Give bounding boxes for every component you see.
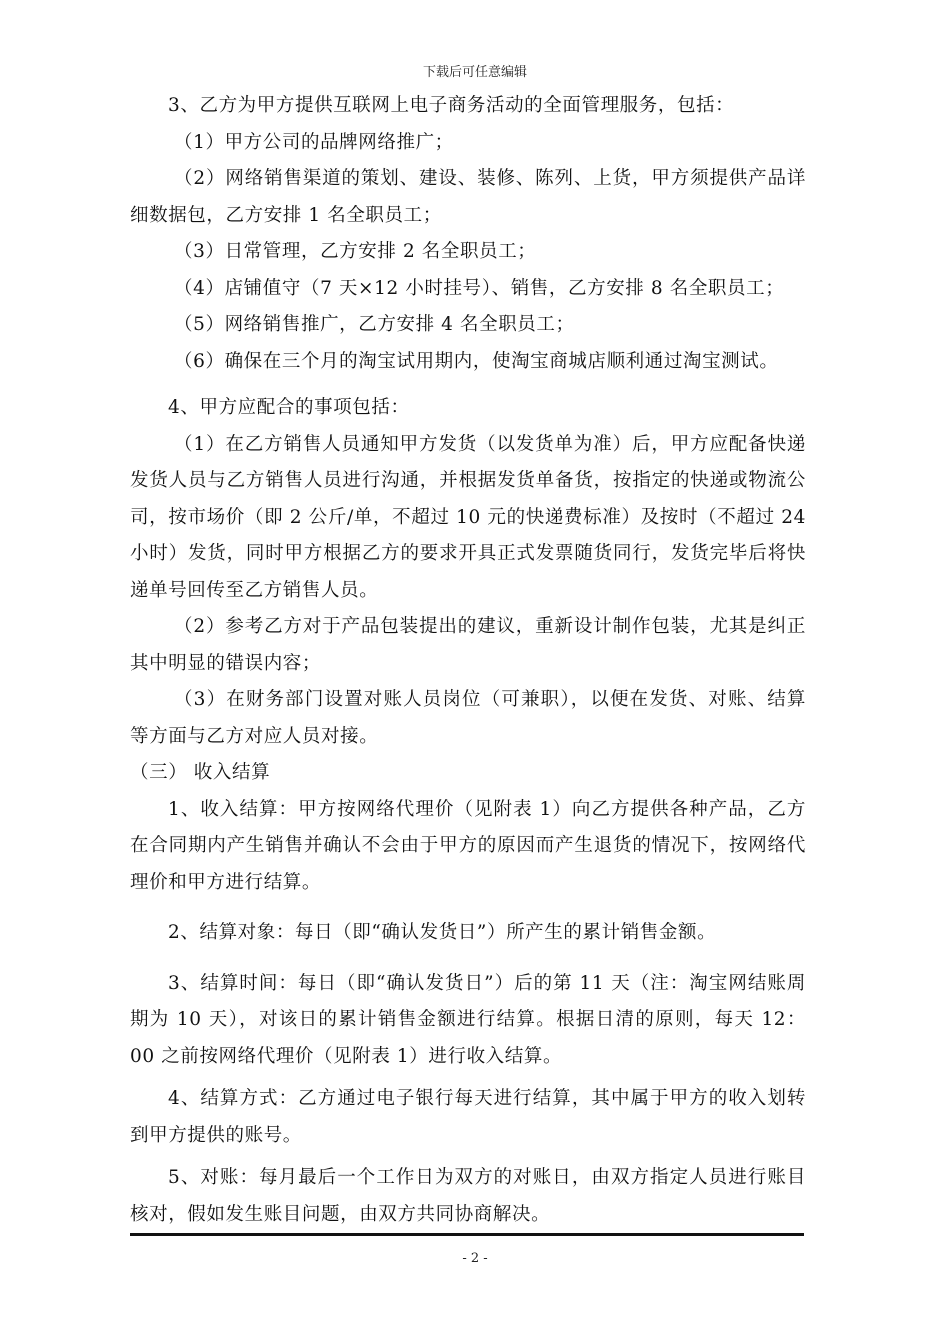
item-4-sub-3: （3）在财务部门设置对账人员岗位（可兼职），以便在发货、对账、结算等方面与乙方对应人员对接。: [130, 689, 806, 747]
item-3-intro: 3、乙方为甲方提供互联网上电子商务活动的全面管理服务，包括：: [168, 95, 735, 116]
settlement-item-3: 3、结算时间：每日（即“确认发货日”）后的第 11 天（注：淘宝网结账周期为 10 天），对该日的累计销售金额进行结算。根据日清的原则，每天 12：00 之前按网络代理价（见附表 1）进行收入结算。: [130, 972, 806, 1067]
settlement-item-4: 4、结算方式：乙方通过电子银行每天进行结算，其中属于甲方的收入划转到甲方提供的账号。: [130, 1088, 806, 1146]
settlement-item-1: 1、收入结算：甲方按网络代理价（见附表 1）向乙方提供各种产品，乙方在合同期内产生销售并确认不会由于甲方的原因而产生退货的情况下，按网络代理价和甲方进行结算。: [130, 798, 806, 893]
footer-divider: [130, 1233, 804, 1236]
item-3-sub-6: （6）确保在三个月的淘宝试用期内，使淘宝商城店顺利通过淘宝测试。: [174, 350, 779, 372]
item-4-sub-1: （1）在乙方销售人员通知甲方发货（以发货单为准）后，甲方应配备快递发货人员与乙方销售人员进行沟通，并根据发货单备货，按指定的快递或物流公司，按市场价（即 2 公斤/单，不超过 10 元的快递费标准）及按时（不超过 24 小时）发货，同时甲方根据乙方的要求开具正式发票随货同行，发货完毕后将快递单号回传至乙方销售人员。: [130, 433, 806, 601]
page-number: - 2 -: [462, 1251, 488, 1266]
document-body: [130, 88, 806, 1233]
item-3-sub-2: （2）网络销售渠道的策划、建设、装修、陈列、上货，甲方须提供产品详细数据包，乙方安排 1 名全职员工；: [130, 168, 806, 226]
settlement-item-2: 2、结算对象：每日（即“确认发货日”）所产生的累计销售金额。: [168, 922, 717, 943]
item-3-sub-1: （1）甲方公司的品牌网络推广；: [174, 131, 454, 153]
item-3-sub-5: （5）网络销售推广，乙方安排 4 名全职员工；: [174, 314, 575, 335]
item-4-sub-2: （2）参考乙方对于产品包装提出的建议，重新设计制作包装，尤其是纠正其中明显的错误内容；: [130, 616, 806, 674]
settlement-item-5: 5、对账：每月最后一个工作日为双方的对账日，由双方指定人员进行账目核对，假如发生账目问题，由双方共同协商解决。: [130, 1167, 806, 1225]
item-3-sub-4: （4）店铺值守（7 天×12 小时挂号）、销售，乙方安排 8 名全职员工；: [174, 277, 785, 299]
item-3-sub-3: （3）日常管理，乙方安排 2 名全职员工；: [174, 241, 537, 262]
section-heading-income-settlement: （三） 收入结算: [130, 762, 271, 783]
item-4-intro: 4、甲方应配合的事项包括：: [168, 397, 410, 418]
header-note: 下载后可任意编辑: [422, 65, 527, 80]
